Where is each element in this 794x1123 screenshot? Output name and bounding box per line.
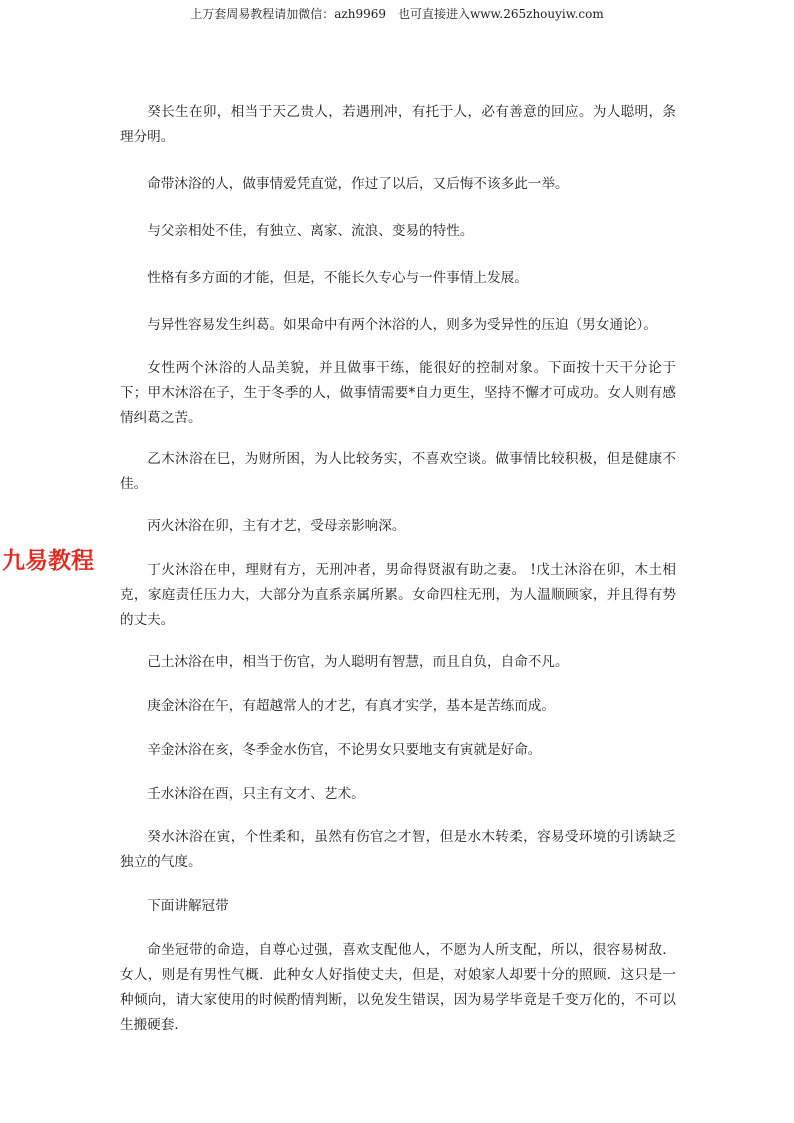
paragraph: 癸长生在卯，相当于天乙贵人，若遇刑冲，有托于人，必有善意的回应。为人聪明，条理分明。 xyxy=(120,104,676,145)
paragraph: 丁火沐浴在申，理财有方，无刑冲者，男命得贤淑有助之妻。 !戊土沐浴在卯，木土相克，家庭责任压力大，大部分为直系亲属所累。女命四柱无刑，为人温顺顾家，并且得有势的丈夫。 xyxy=(120,562,676,628)
paragraph: 与父亲相处不佳，有独立、离家、流浪、变易的特性。 xyxy=(147,223,474,239)
paragraph: 命坐冠带的命造，自尊心过强，喜欢支配他人，不愿为人所支配，所以，很容易树敌．女人，则是有男性气概．此种女人好指使丈夫，但是，对娘家人却要十分的照顾．这只是一种倾向，请大家使用的时候酌情判断，以免发生错误，因为易学毕竟是千变万化的，不可以生搬硬套． xyxy=(120,942,676,1033)
paragraph: 与异性容易发生纠葛。如果命中有两个沐浴的人，则多为受异性的压迫（男女通论）。 xyxy=(147,317,657,333)
document-body xyxy=(120,100,676,1038)
paragraph: 癸水沐浴在寅，个性柔和，虽然有伤官之才智，但是水木转柔，容易受环境的引诱缺乏独立的气度。 xyxy=(120,829,676,870)
paragraph: 乙木沐浴在巳，为财所困，为人比较务实，不喜欢空谈。做事情比较积极，但是健康不佳。 xyxy=(120,451,676,492)
paragraph: 己土沐浴在申，相当于伤官，为人聪明有智慧，而且自负，自命不凡。 xyxy=(147,654,569,670)
page-header: 上万套周易教程请加微信：azh9969 也可直接进入www.265zhouyiw.com xyxy=(190,7,604,21)
paragraph: 辛金沐浴在亥，冬季金水伤官，不论男女只要地支有寅就是好命。 xyxy=(147,742,542,758)
paragraph: 女性两个沐浴的人品美貌，并且做事干练，能很好的控制对象。下面按十天干分论于下；甲木沐浴在子，生于冬季的人，做事情需要*自力更生，坚持不懈才可成功。女人则有感情纠葛之苦。 xyxy=(120,360,676,426)
paragraph: 庚金沐浴在午，有超越常人的才艺，有真才实学，基本是苦练而成。 xyxy=(147,698,555,714)
paragraph: 丙火沐浴在卯，主有才艺，受母亲影响深。 xyxy=(147,518,406,534)
paragraph: 性格有多方面的才能，但是，不能长久专心与一件事情上发展。 xyxy=(147,270,528,286)
paragraph: 命带沐浴的人，做事情爱凭直觉，作过了以后，又后悔不该多此一举。 xyxy=(147,176,569,192)
watermark-logo: 九易教程 xyxy=(2,548,94,574)
paragraph: 壬水沐浴在酉，只主有文才、艺术。 xyxy=(147,786,365,802)
section-heading: 下面讲解冠带 xyxy=(147,898,229,914)
